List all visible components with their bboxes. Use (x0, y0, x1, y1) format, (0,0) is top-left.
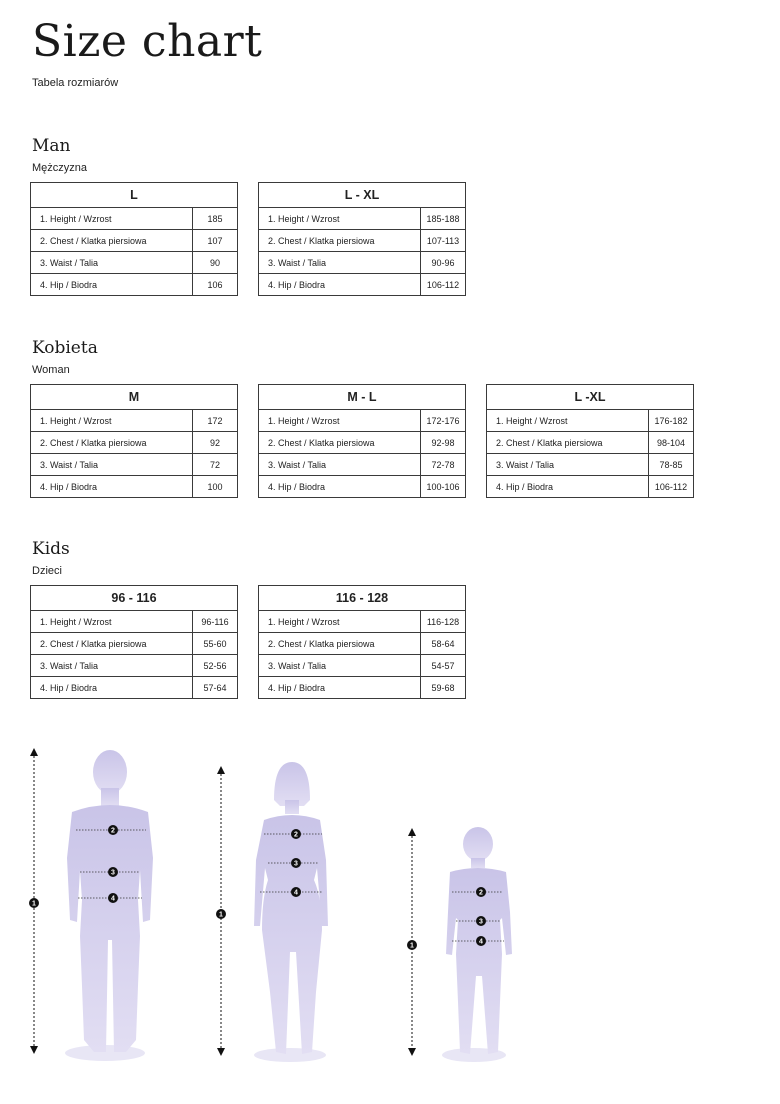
marker-label: 4 (294, 889, 298, 897)
measure-label: 4. Hip / Biodra (259, 476, 421, 498)
measure-label: 2. Chest / Klatka piersiowa (487, 432, 649, 454)
size-header: L -XL (487, 385, 694, 410)
table-row (31, 274, 238, 296)
measure-label: 4. Hip / Biodra (31, 476, 193, 498)
measure-label: 4. Hip / Biodra (259, 274, 421, 296)
size-header: 116 - 128 (259, 586, 466, 611)
measure-value: 57-64 (193, 677, 238, 699)
section-title-woman: Kobieta (32, 338, 98, 358)
size-table-woman-m (30, 384, 238, 498)
table-row (487, 454, 694, 476)
size-table-man-l (30, 182, 238, 296)
measure-value: 55-60 (193, 633, 238, 655)
table-row (259, 432, 466, 454)
measure-value: 96-116 (193, 611, 238, 633)
size-table-kids-96-116 (30, 585, 238, 699)
measure-label: 1. Height / Wzrost (259, 208, 421, 230)
measure-label: 1. Height / Wzrost (31, 208, 193, 230)
measure-label: 3. Waist / Talia (259, 454, 421, 476)
measure-label: 1. Height / Wzrost (31, 611, 193, 633)
measure-label: 3. Waist / Talia (487, 454, 649, 476)
measure-label: 3. Waist / Talia (31, 655, 193, 677)
measure-label: 2. Chest / Klatka piersiowa (31, 633, 193, 655)
table-row (259, 274, 466, 296)
measure-label: 4. Hip / Biodra (31, 274, 193, 296)
measure-value: 185-188 (421, 208, 466, 230)
table-row (259, 410, 466, 432)
table-row (487, 432, 694, 454)
woman-figure-icon (216, 762, 328, 1062)
measure-label: 4. Hip / Biodra (31, 677, 193, 699)
table-row (259, 454, 466, 476)
measure-label: 4. Hip / Biodra (259, 677, 421, 699)
table-row (31, 208, 238, 230)
size-table-woman-l-xl (486, 384, 694, 498)
measure-label: 2. Chest / Klatka piersiowa (259, 432, 421, 454)
measure-value: 98-104 (649, 432, 694, 454)
measure-value: 52-56 (193, 655, 238, 677)
table-row (31, 655, 238, 677)
marker-label: 2 (294, 831, 298, 839)
marker-label: 4 (479, 938, 483, 946)
table-row (31, 432, 238, 454)
measure-value: 78-85 (649, 454, 694, 476)
table-row (487, 476, 694, 498)
marker-label: 1 (32, 900, 36, 908)
table-row (31, 230, 238, 252)
measure-value: 72-78 (421, 454, 466, 476)
measure-label: 2. Chest / Klatka piersiowa (259, 633, 421, 655)
table-row (259, 208, 466, 230)
measure-label: 1. Height / Wzrost (31, 410, 193, 432)
marker-label: 1 (410, 942, 414, 950)
size-header: M (31, 385, 238, 410)
page-title: Size chart (32, 16, 263, 67)
size-header: L - XL (259, 183, 466, 208)
measure-value: 100-106 (421, 476, 466, 498)
measure-value: 54-57 (421, 655, 466, 677)
measure-label: 2. Chest / Klatka piersiowa (31, 230, 193, 252)
marker-label: 2 (111, 827, 115, 835)
man-figure-icon (29, 748, 153, 1061)
page-subtitle: Tabela rozmiarów (32, 77, 119, 89)
measure-value: 106-112 (421, 274, 466, 296)
size-table-kids-116-128 (258, 585, 466, 699)
table-row (259, 476, 466, 498)
measure-value: 58-64 (421, 633, 466, 655)
marker-label: 3 (479, 918, 483, 926)
measure-value: 172 (193, 410, 238, 432)
table-row (31, 633, 238, 655)
measure-value: 106 (193, 274, 238, 296)
measure-value: 59-68 (421, 677, 466, 699)
measure-value: 107 (193, 230, 238, 252)
table-row (259, 655, 466, 677)
measure-label: 1. Height / Wzrost (487, 410, 649, 432)
measurement-figures (0, 740, 780, 1080)
measure-value: 176-182 (649, 410, 694, 432)
marker-label: 3 (294, 860, 298, 868)
table-row (31, 677, 238, 699)
marker-label: 3 (111, 869, 115, 877)
table-row (487, 410, 694, 432)
table-row (31, 454, 238, 476)
size-header: L (31, 183, 238, 208)
measure-label: 3. Waist / Talia (31, 454, 193, 476)
measure-value: 92-98 (421, 432, 466, 454)
measure-value: 106-112 (649, 476, 694, 498)
table-row (31, 410, 238, 432)
table-row (259, 611, 466, 633)
measure-value: 107-113 (421, 230, 466, 252)
table-row (259, 677, 466, 699)
table-row (259, 230, 466, 252)
table-row (31, 252, 238, 274)
table-row (259, 252, 466, 274)
section-title-kids: Kids (32, 539, 70, 559)
measure-value: 185 (193, 208, 238, 230)
measure-label: 1. Height / Wzrost (259, 611, 421, 633)
marker-label: 2 (479, 889, 483, 897)
measure-label: 3. Waist / Talia (259, 655, 421, 677)
child-figure-icon (407, 827, 512, 1062)
measure-label: 1. Height / Wzrost (259, 410, 421, 432)
table-row (259, 633, 466, 655)
size-table-man-l-xl (258, 182, 466, 296)
measure-value: 172-176 (421, 410, 466, 432)
section-subtitle-woman: Woman (32, 364, 70, 376)
measure-label: 3. Waist / Talia (31, 252, 193, 274)
measure-label: 4. Hip / Biodra (487, 476, 649, 498)
measure-value: 90 (193, 252, 238, 274)
section-subtitle-man: Mężczyzna (32, 162, 88, 174)
measure-label: 2. Chest / Klatka piersiowa (259, 230, 421, 252)
section-title-man: Man (32, 136, 71, 156)
table-row (31, 476, 238, 498)
size-table-woman-m-l (258, 384, 466, 498)
measure-value: 116-128 (421, 611, 466, 633)
measure-value: 92 (193, 432, 238, 454)
measure-label: 3. Waist / Talia (259, 252, 421, 274)
size-header: 96 - 116 (31, 586, 238, 611)
marker-label: 4 (111, 895, 115, 903)
section-subtitle-kids: Dzieci (32, 565, 62, 577)
measure-value: 72 (193, 454, 238, 476)
measure-value: 100 (193, 476, 238, 498)
table-row (31, 611, 238, 633)
size-header: M - L (259, 385, 466, 410)
measure-label: 2. Chest / Klatka piersiowa (31, 432, 193, 454)
marker-label: 1 (219, 911, 223, 919)
measure-value: 90-96 (421, 252, 466, 274)
